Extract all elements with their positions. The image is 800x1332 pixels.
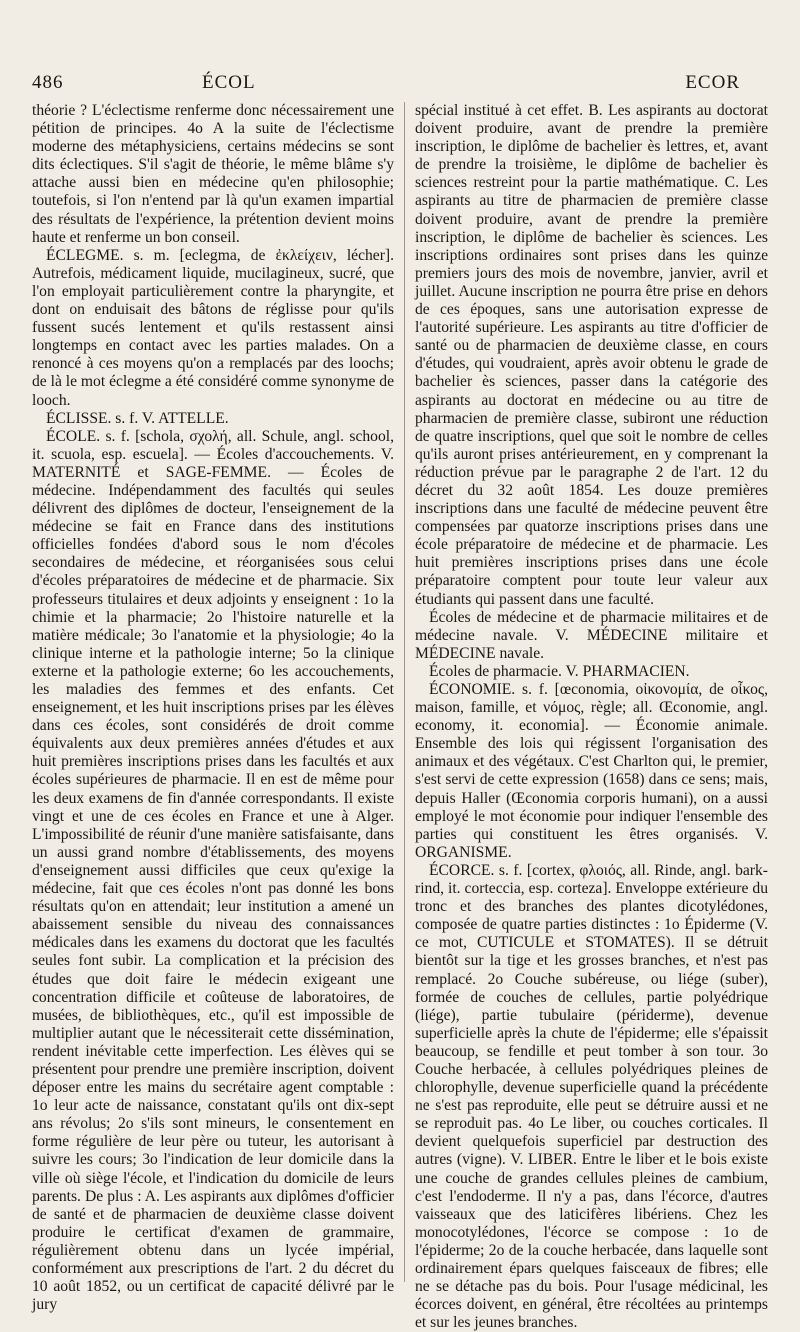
paragraph-eclectisme-end: théorie ? L'éclectisme renferme donc nécessairement une pétition de principes. 4o A la suite de l'éclectisme moderne des métaphysiciens, certains médecins se sont dits éclectiques. S'il s'agit de théorie, le même blâme s'y attache aussi bien en médecine qu'en philosophie; toutefois, si l'on n'entend par là qu'un examen impartial des résultats de l'expérience, la prétention devient moins haute et renferme un bon conseil. [32, 102, 394, 246]
entry-ecorce: ÉCORCE. s. f. [cortex, φλοιός, all. Rinde, angl. bark-rind, it. corteccia, esp. corteza]. Enveloppe extérieure du tronc et des branches des plantes dicotylédones, composée de quatre parties distinctes : 1o Épiderme (V. ce mot, CUTICULE et STOMATES). Il se détruit bientôt sur la tige et les grosses branches, et n'est pas remplacé. 2o Couche subéreuse, ou liége (suber), formée de couches de cellules, partie polyédrique (liége), partie tubulaire (périderme), devenue superficielle après la chute de l'épiderme; elle s'épaissit beaucoup, se fendille et peut tomber à son tour. 3o Couche herbacée, à cellules polyédriques pleines de chlorophylle, devenue superficielle quand la précédente ne s'est pas reproduite, elle peut se détruire aussi et ne se reproduit pas. 4o Le liber, ou couches corticales. Il devient quelquefois superficiel par destruction des autres (vigne). V. LIBER. Entre le liber et le bois existe une couche de grandes cellules pleines de cambium, c'est l'endoderme. Il n'y a pas, dans l'écorce, d'autres vaisseaux que des laticifères libériens. Chez les monocotylédones, l'écorce se compose : 1o de l'épiderme; 2o de la couche herbacée, dans laquelle sont ordinairement épars quelques faisceaux de fibres; elle ne se détache pas du bois. Pour l'usage médicinal, les écorces doivent, en général, être récoltées au printemps et sur les jeunes branches. [415, 861, 768, 1332]
column-divider [404, 102, 405, 1282]
paragraph-ecoles-militaires: Écoles de médecine et de pharmacie militaires et de médecine navale. V. MÉDECINE militaire et MÉDECINE navale. [415, 608, 768, 662]
running-header [32, 72, 768, 98]
entry-eclisse: ÉCLISSE. s. f. V. ATTELLE. [46, 409, 229, 427]
right-column [415, 102, 768, 1332]
left-running-head: ÉCOL [202, 72, 256, 93]
entry-eclegme: ÉCLEGME. s. m. [eclegma, de ἐκλείχειν, lécher]. Autrefois, médicament liquide, mucilagineux, sucré, que l'on employait particulièrement contre la pharyngite, et dont on enduisait des bâtons de réglisse pour qu'ils fussent sucés lentement et qu'ils restassent ainsi longtemps en contact avec les parties malades. On a renoncé à ces moyens qu'on a remplacés par des loochs; de là le mot éclegme a été considéré comme synonyme de looch. [32, 246, 394, 409]
entry-ecole: ÉCOLE. s. f. [schola, σχολή, all. Schule, angl. school, it. scuola, esp. escuela]. — Écoles d'accouchements. V. MATERNITÉ et SAGE-FEMME. — Écoles de médecine. Indépendamment des facultés qui seules délivrent des diplômes de docteur, l'enseignement de la médecine se fait en France dans des institutions officielles fondées d'abord sous le nom d'écoles secondaires de médecine, et réorganisées sous celui d'écoles préparatoires de médecine et de pharmacie. Six professeurs titulaires et deux adjoints y enseignent : 1o la chimie et la pharmacie; 2o l'histoire naturelle et la matière médicale; 3o l'anatomie et la physiologie; 4o la clinique interne et la pathologie interne; 5o la clinique externe et la pathologie externe; 6o les accouchements, les maladies des femmes et des enfants. Cet enseignement, et les huit inscriptions prises par les élèves dans ces écoles, sont considérés de droit comme équivalents aux deux premières années d'études et aux huit premières inscriptions prises dans les facultés et aux écoles supérieures de pharmacie. Il en est de même pour les deux examens de fin d'année correspondants. Il existe vingt et une de ces écoles en France et une à Alger. L'impossibilité de réunir d'une manière satisfaisante, dans un aussi grand nombre d'établissements, des moyens d'enseignement aussi difficiles que ceux qu'exige la médecine, fait que ces écoles n'ont pas donné les bons résultats qu'on en attendait; leur institution a amené un abaissement sensible du niveau des connaissances médicales dans les examens du doctorat que les facultés seules font subir. La complication et la précision des études que doit faire le médecin exigeant une concentration difficile et coûteuse de laboratoires, de musées, de bibliothèques, etc., qu'il est impossible de multiplier autant que le nécessiterait cette dissémination, rendent inévitable cette imperfection. Les élèves qui se présentent pour prendre une première inscription, doivent déposer entre les mains du secrétaire agent comptable : 1o leur acte de naissance, constatant qu'ils ont dix-sept ans révolus; 2o s'ils sont mineurs, le consentement en forme régulière de leur père ou tuteur, les autorisant à suivre les cours; 3o l'indication de leur domicile dans la ville où siège l'école, et l'indication du domicile de leurs parents. De plus : A. Les aspirants aux diplômes d'officier de santé et de pharmacien de deuxième classe doivent produire le certificat d'examen de grammaire, régulièrement obtenu dans un lycée impérial, conformément aux prescriptions de l'art. 2 du décret du 10 août 1852, ou un certificat de capacité délivré par le jury [32, 427, 394, 1314]
right-running-head: ECOR [685, 72, 740, 93]
entry-economie: ÉCONOMIE. s. f. [œconomia, οἰκονομία, de οἶκος, maison, famille, et νόμος, règle; all. Œconomie, angl. economy, it. economia]. — Économie animale. Ensemble des lois qui régissent l'organisation des animaux et des végétaux. C'est Charlton qui, le premier, s'est servi de cette expression (1658) dans ce sens; mais, depuis Haller (Œconomia corporis humani), on a aussi employé le mot économie pour indiquer l'ensemble des parties qui constituent les êtres organisés. V. ORGANISME. [415, 681, 768, 861]
page-number: 486 [32, 72, 64, 93]
paragraph-ecoles-pharmacie: Écoles de pharmacie. V. PHARMACIEN. [429, 662, 690, 680]
left-column [32, 102, 394, 1314]
paragraph-ecole-continued: spécial institué à cet effet. B. Les aspirants au doctorat doivent produire, avant de prendre la première inscription, le diplôme de bachelier ès lettres, et, avant de prendre la troisième, le diplôme de bachelier ès sciences restreint pour la partie mathématique. C. Les aspirants au titre de pharmacien de première classe doivent produire, avant de prendre la première inscription, le diplôme de bachelier ès sciences. Les inscriptions ordinaires sont prises dans les quinze premiers jours des mois de novembre, janvier, avril et juillet. Aucune inscription ne pourra être prise en dehors de ces époques, sans une autorisation expresse de l'autorité supérieure. Les aspirants au titre d'officier de santé ou de pharmacien de deuxième classe, en cours d'études, qui voudraient, après avoir obtenu le grade de bachelier ès sciences, passer dans la catégorie des aspirants au doctorat en médecine ou au titre de pharmacien de première classe, subiront une réduction de quatre inscriptions, quel que soit le nombre de celles qu'ils auront prises antérieurement, en y comprenant la réduction prévue par le paragraphe 2 de l'art. 12 du décret du 32 août 1854. Les douze premières inscriptions dans une faculté de médecine peuvent être compensées par quatorze inscriptions prises dans une école préparatoire de médecine et de pharmacie. Les huit premières inscriptions prises dans une école préparatoire comptent pour toute leur valeur aux étudiants qui passent dans une faculté. [415, 102, 768, 608]
